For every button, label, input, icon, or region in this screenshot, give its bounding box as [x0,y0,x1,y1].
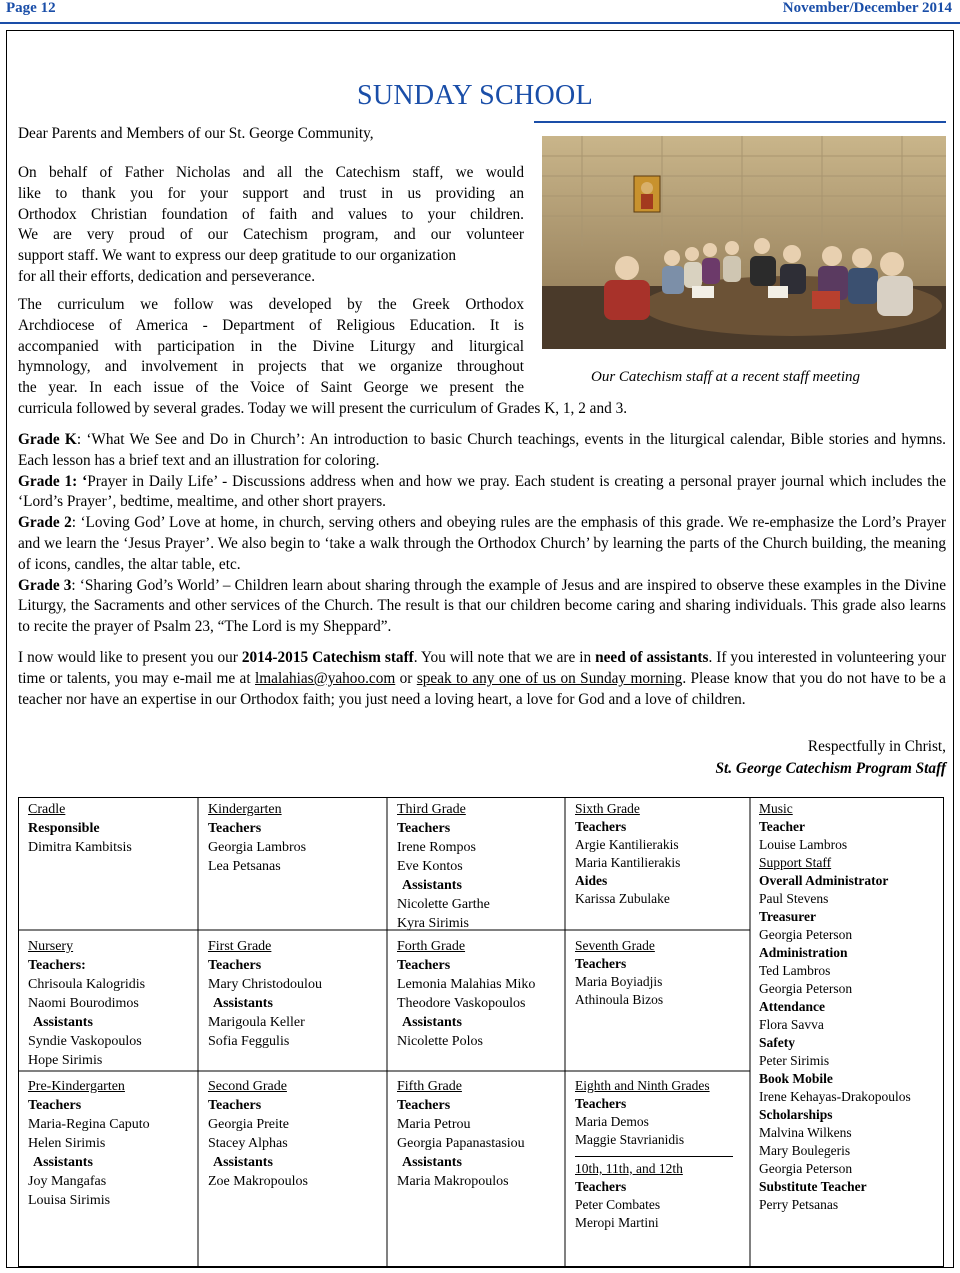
staff-name: Meropi Martini [575,1215,659,1230]
staff-name: Georgia Peterson [759,1161,853,1176]
staff-name: Marigoula Keller [208,1015,305,1030]
role-label: Overall Administrator [759,873,889,888]
teachers-label: Teachers [575,1096,627,1111]
header-rule [0,22,960,24]
grade-1-text: Prayer in Daily Life’ - Discussions address when and how we pray. Each student is creating a personal prayer journal which includes the ‘Lord’s Prayer’, bedtime, mealtime, and other short prayers. [18,472,946,511]
assistants-label: Assistants [213,996,273,1011]
p2-line: the year. In each issue of the Voice of Saint George we present the [18,379,524,397]
cradle-title: Cradle [28,802,66,817]
staff-name: Paul Stevens [759,891,829,906]
grades-section [18,430,946,710]
email-link[interactable]: lmalahias@yahoo.com [255,669,396,687]
first-grade-title: First Grade [208,939,272,954]
teachers-label: Teachers [397,958,451,973]
greeting: Dear Parents and Members of our St. George Community, [18,125,374,142]
teachers-label: Teachers [575,956,627,971]
role-label: Substitute Teacher [759,1179,867,1194]
fifth-grade-title: Fifth Grade [397,1079,462,1094]
grade-2-text: : ‘Loving God’ Love at home, in church, serving others and obeying rules are the emphasis of this grade. We re-emphasize the Lord’s Prayer and we learn the ‘Jesus Prayer’. We also begin to ‘take a walk through the Orthodox Church’ by learning the parts of the Church building, the meaning of icons, candles, the altar table, etc. [18,514,946,573]
role-label: Safety [759,1035,795,1050]
staff-name: Hope Sirimis [28,1053,103,1068]
staff-name: Irene Rompos [397,840,476,855]
teachers-label: Teachers [28,1098,82,1113]
teachers-label: Teachers [397,821,451,836]
third-grade-title: Third Grade [397,802,466,817]
curriculum-paragraph [18,295,524,399]
fourth-grade-title: Forth Grade [397,939,466,954]
grade-k-label: Grade K [18,431,77,448]
staff-name: Maria-Regina Caputo [28,1117,150,1132]
photo-caption: Our Catechism staff at a recent staff meeting [591,369,860,385]
staff-text: . You will note that we are in [413,648,596,666]
assistants-label: Assistants [402,1015,462,1030]
assistants-label: Assistants [402,878,462,893]
role-label: Administration [759,945,848,960]
staff-paragraph [18,648,946,710]
staff-name: Malvina Wilkens [759,1125,852,1140]
teachers-label: Teachers: [28,958,86,973]
closing: Respectfully in Christ, [807,738,946,755]
role-label: Book Mobile [759,1071,833,1086]
grade-3-paragraph [18,576,946,638]
role-label: Scholarships [759,1107,833,1122]
nursery-title: Nursery [28,939,74,954]
staff-text: I now would like to present you our [18,648,242,666]
prek-cell [28,1077,150,1210]
assistants-label: Assistants [402,1155,462,1170]
grade-k-text: : ‘What We See and Do in Church’: An introduction to basic Church teachings, events in the liturgical calendar, Bible stories and hymns. Each lesson has a brief text and an illustration for coloring. [18,431,947,469]
assistants-label: Assistants [213,1155,273,1170]
grade-1-paragraph [18,472,946,514]
p2-line: hymnology, and involvement in projects that we organize throughout [18,358,524,376]
first-grade-cell [208,937,322,1051]
grade-3-label: Grade 3 [18,576,72,594]
teachers-label: Teachers [575,819,627,834]
signature: St. George Catechism Program Staff [715,760,946,777]
staff-name: Georgia Preite [208,1117,289,1132]
prek-title: Pre-Kindergarten [28,1079,125,1094]
staff-name: Georgia Papanastasiou [397,1136,525,1151]
aides-label: Aides [575,873,608,888]
staff-text-bold: 2014-2015 Catechism staff [241,648,414,666]
second-grade-cell [208,1077,308,1191]
kindergarten-cell [208,800,306,876]
staff-name: Stacey Alphas [208,1136,288,1151]
staff-name: Athinoula Bizos [575,992,664,1007]
p1-line: On behalf of Father Nicholas and all the Catechism staff, we would [18,164,524,181]
role-label: Treasurer [759,909,816,924]
teachers-label: Teachers [208,958,262,973]
staff-name: Louise Lambros [759,837,848,852]
staff-name: Karissa Zubulake [575,891,670,906]
staff-text: . Please know that you do not have to be a teacher nor have an expertise in our Orthodox faith; you just need a loving heart, a love for God and a love of children. [18,669,946,708]
staff-name: Georgia Peterson [759,927,853,942]
staff-name: Maria Petrou [397,1117,471,1132]
staff-name: Dimitra Kambitsis [28,840,132,855]
staff-name: Argie Kantilierakis [575,837,679,852]
staff-name: Joy Mangafas [28,1174,107,1189]
teachers-label: Teachers [575,1179,627,1194]
staff-name: Chrisoula Kalogridis [28,977,146,992]
grade-1-label: Grade 1: ‘ [18,472,88,490]
staff-name: Nicolette Garthe [397,897,490,912]
grade-3-text: : ‘Sharing God’s World’ – Children learn about sharing through the example of Jesus and are inspired to observe these examples in the Divine Liturgy, the Sacraments and other services of the Church. The result is that our children become caring and sharing individuals. This grade also learns to recite the prayer of Psalm 23, “The Lord is my Sheppard”. [18,576,946,636]
staff-name: Mary Christodoulou [208,977,322,992]
fifth-grade-cell [397,1077,525,1191]
staff-name: Maria Boyiadjis [575,974,663,989]
staff-name: Maria Kantilierakis [575,855,681,870]
p1-line: support staff. We want to express our deep gratitude to our organization [18,247,457,265]
fourth-grade-cell [397,937,535,1051]
cradle-cell [28,800,132,857]
role-label: Attendance [759,999,825,1014]
staff-name: Ted Lambros [759,963,831,978]
seventh-grade-title: Seventh Grade [575,938,655,953]
staff-meeting-photo [542,136,946,349]
staff-name: Peter Sirimis [759,1053,830,1068]
eighth-ninth-cell [575,1077,733,1232]
staff-name: Perry Petsanas [759,1197,839,1212]
staff-name: Maria Demos [575,1114,649,1129]
staff-name: Eve Kontos [397,859,463,874]
p1-line: for all their efforts, dedication and perseverance. [18,267,316,285]
teacher-label: Teacher [759,819,805,834]
staff-name: Kyra Sirimis [397,916,469,931]
intro-paragraph [18,163,524,288]
section-title: SUNDAY SCHOOL [357,80,593,111]
nursery-cell [28,937,145,1070]
staff-name: Peter Combates [575,1197,661,1212]
music-title: Music [759,801,793,816]
staff-text: or [395,669,417,687]
p1-line: Orthodox Christian foundation of faith and values to your children. [18,205,524,223]
grade-k-paragraph [18,430,946,472]
staff-name: Zoe Makropoulos [208,1174,308,1189]
issue-date: November/December 2014 [782,0,952,16]
staff-meeting-illustration [542,136,946,349]
seventh-grade-cell [575,937,663,1009]
assistants-label: Assistants [33,1015,93,1030]
p1-line: like to thank you for your support and trust in us providing an [18,184,524,202]
staff-name: Maria Makropoulos [397,1174,509,1189]
sixth-grade-cell [575,800,680,908]
teachers-label: Teachers [208,1098,262,1113]
staff-text-bold: need of assistants [595,648,709,666]
staff-name: Naomi Bourodimos [28,996,139,1011]
grade-2-paragraph [18,513,946,575]
staff-name: Sofia Feggulis [208,1034,290,1049]
music-support-cell [759,800,911,1214]
sixth-grade-title: Sixth Grade [575,801,640,816]
p2-line: accompanied with participation in the Divine Liturgy and liturgical [18,337,524,355]
staff-name: Lea Petsanas [208,859,281,874]
staff-name: Irene Kehayas-Drakopoulos [759,1089,911,1104]
page-number: Page 12 [6,0,56,16]
staff-name: Louisa Sirimis [28,1193,111,1208]
tenth-twelfth-title: 10th, 11th, and 12th [575,1161,683,1176]
cradle-role: Responsible [28,821,100,836]
assistants-label: Assistants [33,1155,93,1170]
staff-name: Helen Sirimis [28,1136,106,1151]
staff-name: Georgia Lambros [208,840,307,855]
speak-link: speak to any one of us on Sunday morning [416,669,683,687]
staff-text: . If you interested in volunteering your time or talents, you may e-mail me at [18,648,946,687]
teachers-label: Teachers [208,821,262,836]
staff-name: Maggie Stavrianidis [575,1132,685,1147]
title-rule [534,121,946,123]
grade-2-label: Grade 2 [18,514,72,532]
staff-name: Georgia Peterson [759,981,853,996]
staff-name: Mary Boulegeris [759,1143,851,1158]
staff-name: Lemonia Malahias Miko [397,977,536,992]
teachers-label: Teachers [397,1098,451,1113]
staff-name: Flora Savva [759,1017,824,1032]
support-staff-title: Support Staff [759,855,832,870]
p2-line: curricula followed by several grades. Today we will present the curriculum of Grades K, 1, 2 and 3. [18,400,628,417]
p2-line: Archdiocese of America - Department of Religious Education. It is [18,316,524,334]
eighth-ninth-title: Eighth and Ninth Grades [575,1078,710,1093]
cell-divider [575,1149,733,1157]
staff-name: Theodore Vaskopoulos [397,996,526,1011]
second-grade-title: Second Grade [208,1079,287,1094]
p1-line: We are very proud of our Catechism program, and our volunteer [18,226,524,244]
kindergarten-title: Kindergarten [208,802,282,817]
staff-name: Syndie Vaskopoulos [28,1034,142,1049]
third-grade-cell [397,800,490,933]
p2-line: The curriculum we follow was developed by the Greek Orthodox [18,296,524,313]
staff-name: Nicolette Polos [397,1034,483,1049]
